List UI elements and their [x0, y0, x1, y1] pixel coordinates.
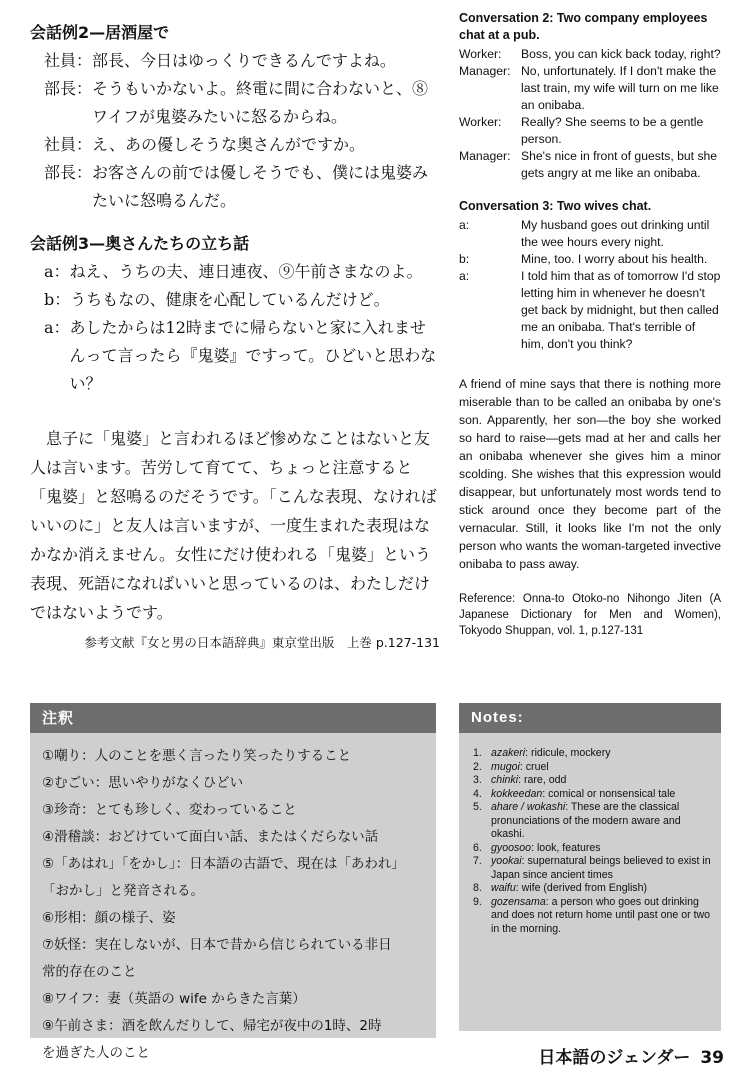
note-item-cont: 「おかし」と発音される。 [42, 883, 204, 899]
note-def: : rare, odd [518, 774, 567, 786]
note-def: : supernatural beings believed to exist in Japan since ancient times [491, 855, 711, 881]
en-notes-list [459, 747, 721, 936]
note-def: : comical or nonsensical tale [542, 787, 676, 800]
page-footer [538, 1043, 724, 1068]
dialogue-line [30, 286, 440, 314]
essay-en: A friend of mine says that there is nothing more miserable than to be called an onibaba by one's son. Apparently, her son—the boy she worked so hard to raise—gets mad at her and calls her an onibaba whenever she gives him a minor scolding. She wishes that this expression would disappear, but unfortunately most words tend to stick around once they become part of the vernacular. Still, it looks like I'm not the only person who wants the woman-targeted invective onibaba to pass away. [459, 377, 721, 571]
dialogue-line [30, 314, 440, 398]
dialogue-line [459, 217, 721, 251]
speaker: Manager: [459, 64, 511, 78]
speaker: Worker: [459, 47, 502, 61]
note-item: ⑤「あはれ」「をかし」：日本語の古語で、現在は「あわれ」 [42, 856, 405, 872]
note-def: : wife (derived from English) [515, 882, 648, 894]
dialogue-line [459, 114, 721, 148]
line-text: My husband goes out drinking until the wee hours every night. [521, 218, 710, 249]
note-term: chinki [491, 774, 519, 786]
note-term: ahare / wokashi [491, 801, 566, 813]
line-text: え、あの優しそうな奥さんがですか。 [92, 135, 365, 154]
jp-notes-box [30, 703, 436, 1061]
note-item: ⑧ワイフ：妻（英語の wife からきた言葉） [42, 991, 306, 1007]
line-text: I told him that as of tomorrow I'd stop letting him in whenever he doesn't get back by midnight, but then called me an onibaba. That's terrible of him, don't you think? [521, 269, 721, 351]
note-item: ③珍奇：とても珍しく、変わっていること [42, 802, 297, 818]
note-item [473, 855, 711, 882]
note-number: 8. [473, 882, 482, 894]
note-number: 7. [473, 855, 482, 867]
note-number: 1. [473, 747, 482, 759]
japanese-column [30, 14, 440, 651]
note-term: kokkeedan [491, 787, 543, 800]
speaker: Manager: [459, 149, 511, 163]
speaker: 社員： [44, 135, 93, 154]
note-def: : ridicule, mockery [525, 747, 611, 759]
speaker: a： [44, 262, 70, 281]
note-item [473, 801, 711, 842]
conv2-heading-en: Conversation 2: Two company employees chat at a pub. [459, 11, 708, 42]
note-item: ④滑稽談：おどけていて面白い話、またはくだらない話 [42, 829, 379, 845]
speaker: 部長： [44, 163, 93, 182]
dialogue-line [459, 148, 721, 182]
line-text: She's nice in front of guests, but she gets angry at me like an onibaba. [521, 149, 718, 180]
dialogue-line [459, 63, 721, 114]
speaker: b: [459, 252, 470, 266]
note-term: mugoi [491, 760, 520, 773]
dialogue-line [30, 75, 440, 131]
page-number: 39 [700, 1048, 724, 1068]
en-notes-box [459, 703, 721, 1031]
dialogue-line [459, 268, 721, 353]
conv3-heading-jp: 会話例3—奥さんたちの立ち話 [30, 234, 250, 253]
note-number: 9. [473, 895, 482, 908]
speaker: 社員： [44, 51, 93, 70]
english-column [459, 10, 721, 639]
line-text: ねえ、うちの夫、連日連夜、⑨午前さまなのよ。 [69, 262, 423, 281]
note-item [473, 896, 711, 937]
note-item [473, 747, 711, 761]
line-text: Boss, you can kick back today, right? [521, 47, 721, 61]
note-number: 6. [473, 841, 482, 854]
note-item [473, 774, 711, 788]
note-item: ⑨午前さま：酒を飲んだりして、帰宅が夜中の1時、2時 [42, 1018, 382, 1034]
speaker: a: [459, 269, 470, 283]
reference-jp: 参考文献『女と男の日本語辞典』東京堂出版 上巻 p.127-131 [84, 635, 440, 650]
dialogue-line [30, 258, 440, 286]
en-notes-title: Notes: [459, 703, 721, 733]
note-item: ②むごい：思いやりがなくひどい [42, 775, 244, 791]
note-def: : These are the classical pronunciations of the modern aware and okashi. [491, 801, 681, 840]
note-term: gyoosoo [491, 841, 532, 854]
note-item: ①嘲り：人のことを悪く言ったり笑ったりすること [42, 748, 352, 764]
note-def: : a person who goes out drinking and does not return home until past one or two in the morning. [491, 895, 711, 935]
note-term: waifu [491, 882, 516, 894]
note-item-cont: 常的存在のこと [42, 964, 137, 980]
dialogue-line [459, 251, 721, 268]
conv3-heading-en: Conversation 3: Two wives chat. [459, 199, 652, 213]
speaker: a: [459, 218, 470, 232]
note-number: 2. [473, 760, 482, 773]
essay-jp: 息子に「鬼婆」と言われるほど惨めなことはないと友人は言います。苦労して育てて、ちょっと注意すると「鬼婆」と怒鳴るのだそうです。「こんな表現、なければいいのに」と友人は言いますが、一度生まれた表現はなかなか消えません。女性にだけ使われる「鬼婆」という表現、死語になればいいと思っているのは、わたしだけではないようです。 [30, 429, 437, 622]
line-text: うちもなの、健康を心配しているんだけど。 [70, 290, 390, 309]
line-text: お客さんの前では優しそうでも、僕には鬼婆みたいに怒鳴るんだ。 [92, 163, 429, 210]
note-term: gozensama [491, 895, 546, 908]
line-text: No, unfortunately. If I don't make the last train, my wife will turn on me like an onibaba. [521, 64, 719, 112]
book-title: 日本語のジェンダー [538, 1048, 691, 1068]
note-item: ⑥形相：顔の様子、姿 [42, 910, 176, 926]
dialogue-line [459, 46, 721, 63]
note-number: 3. [473, 774, 482, 786]
note-def: : look, features [531, 841, 601, 854]
line-text: あしたからは12時までに帰らないと家に入れませんって言ったら『鬼婆』ですって。ひどいと思わない？ [69, 318, 437, 393]
conv2-heading-jp: 会話例2—居酒屋で [30, 23, 170, 42]
note-item [473, 788, 711, 802]
dialogue-line [30, 159, 440, 215]
line-text: Mine, too. I worry about his health. [521, 252, 708, 266]
speaker: b： [44, 290, 71, 309]
note-term: azakeri [491, 747, 526, 759]
line-text: 部長、今日はゆっくりできるんですよね。 [92, 51, 396, 70]
note-item: ⑦妖怪：実在しないが、日本で昔から信じられている非日 [42, 937, 392, 953]
line-text: Really? She seems to be a gentle person. [521, 115, 704, 146]
note-item-cont: を過ぎた人のこと [42, 1045, 150, 1061]
speaker: a： [44, 318, 70, 337]
note-number: 4. [473, 787, 482, 800]
jp-notes-list [30, 733, 436, 1067]
jp-notes-title: 注釈 [30, 703, 436, 733]
note-item [473, 842, 711, 856]
note-item [473, 882, 711, 896]
note-number: 5. [473, 801, 482, 813]
note-item [473, 761, 711, 775]
speaker: 部長： [44, 79, 93, 98]
speaker: Worker: [459, 115, 502, 129]
line-text: そうもいかないよ。終電に間に合わないと、⑧ワイフが鬼婆みたいに怒るからね。 [92, 79, 429, 126]
reference-en: Reference: Onna-to Otoko-no Nihongo Jiten (A Japanese Dictionary for Men and Women), Tokyodo Shuppan, vol. 1, p.127-131 [459, 593, 721, 637]
dialogue-line [30, 131, 440, 159]
dialogue-line [30, 47, 440, 75]
note-def: : cruel [519, 760, 549, 773]
note-term: yookai [491, 855, 522, 867]
